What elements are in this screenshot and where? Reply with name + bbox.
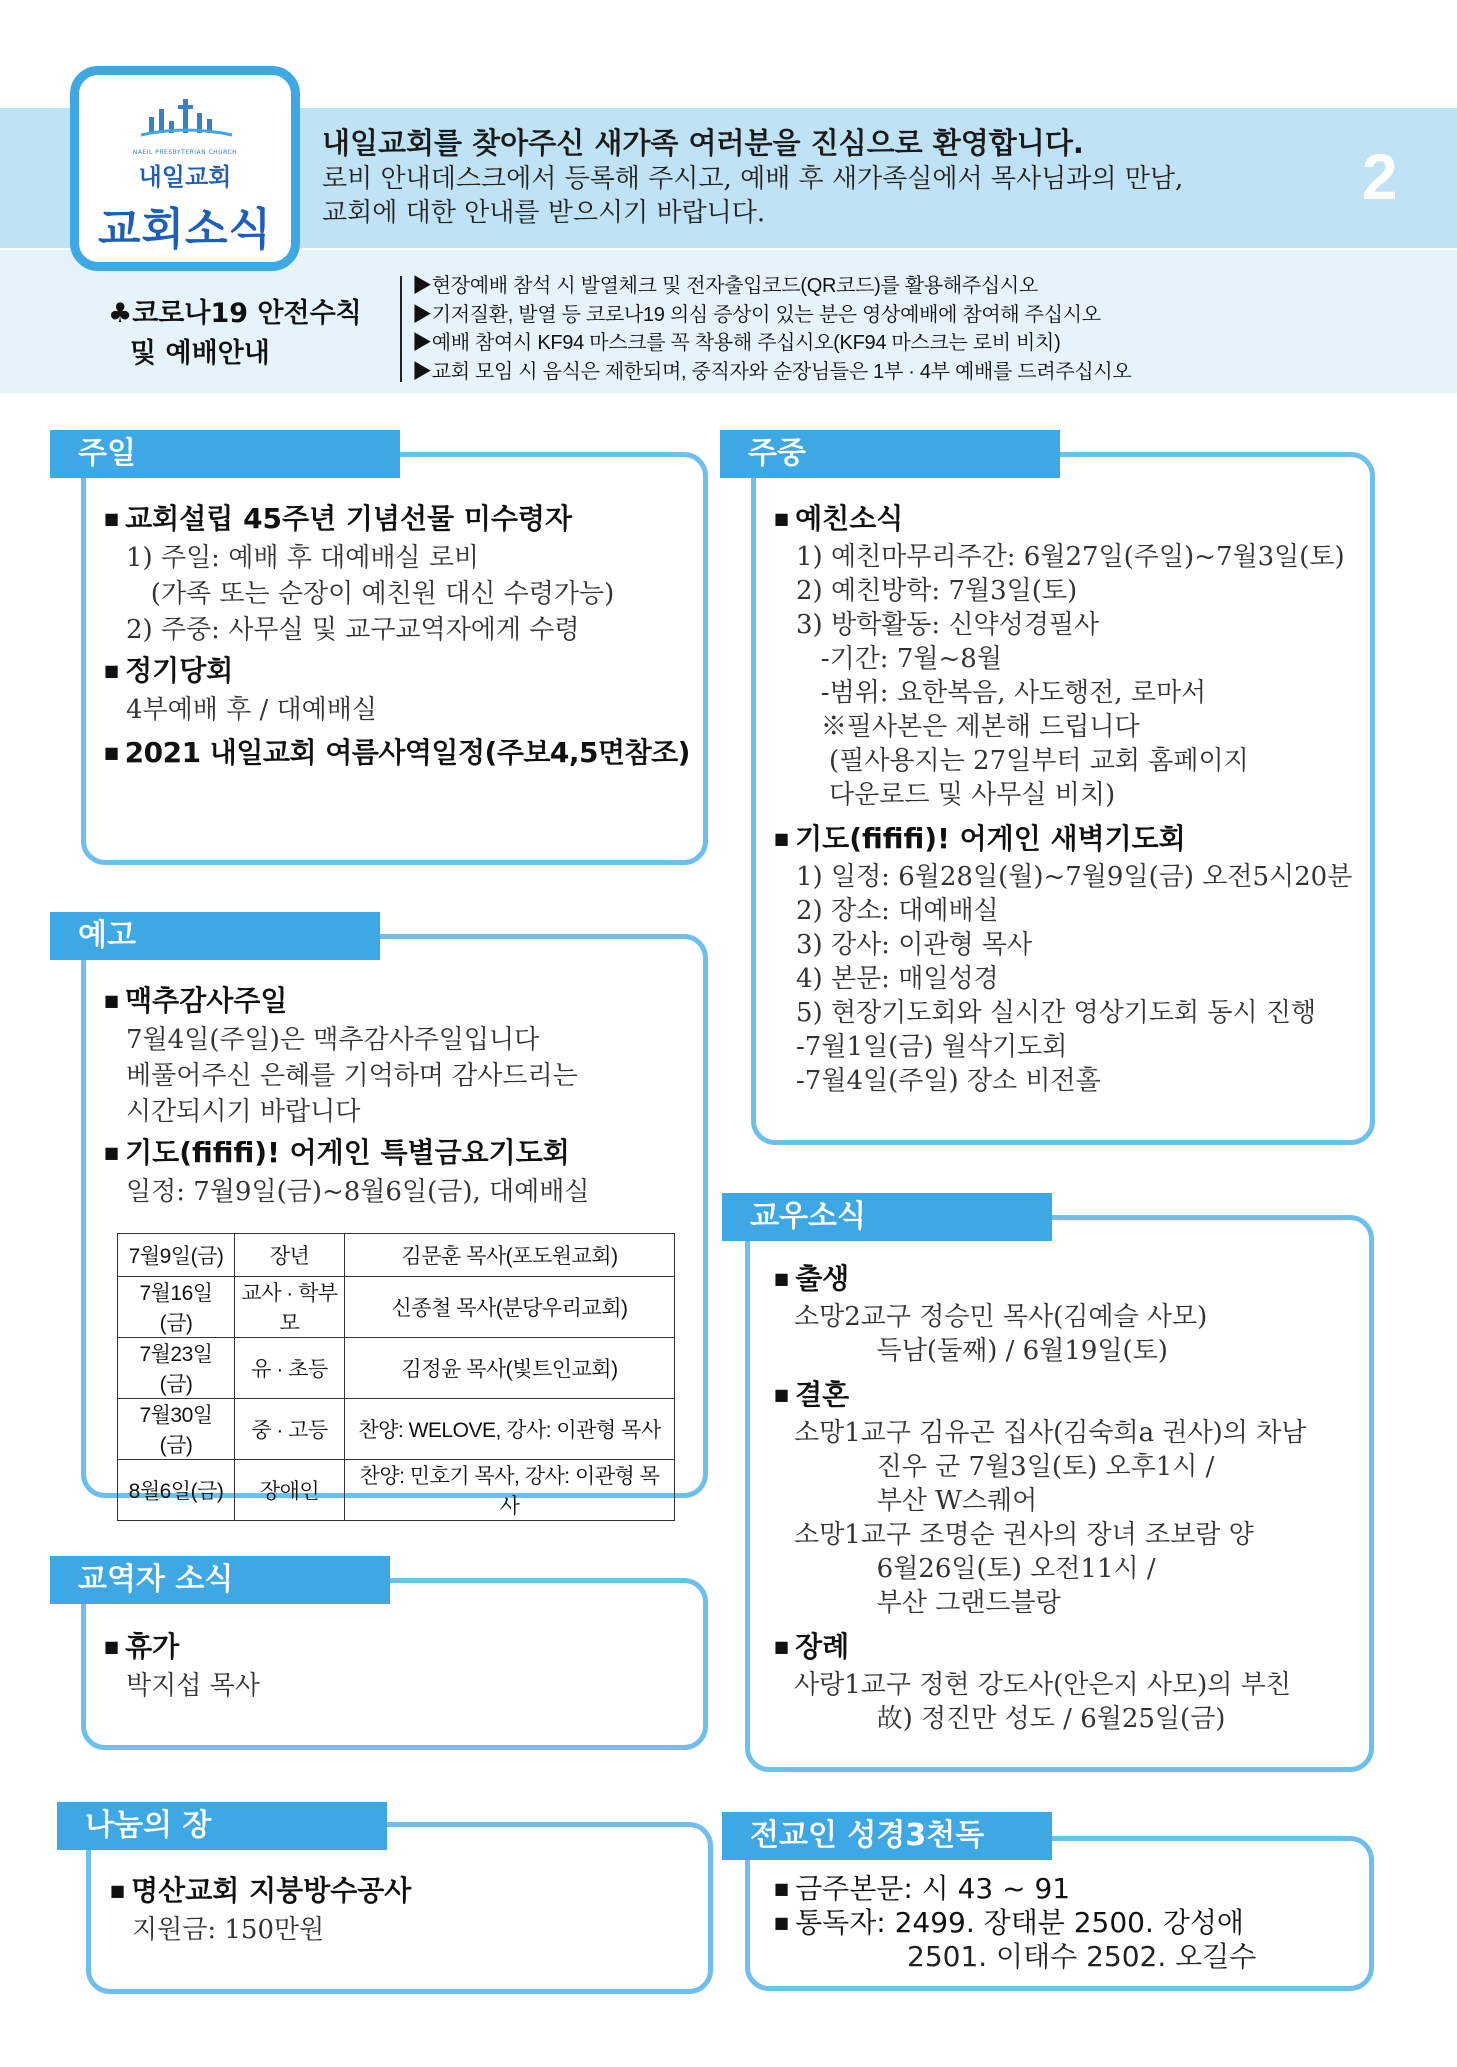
item-text: 3) 강사: 이관형 목사 <box>796 930 1033 960</box>
table-cell: 신종철 목사(분당우리교회) <box>345 1277 675 1338</box>
pastor-news-content <box>104 1626 260 1704</box>
item-heading: ■ 장례 <box>774 1626 1306 1668</box>
list-item: ▶예배 참여시 KF94 마스크를 꼭 착용해 주십시오(KF94 마스크는 로비 비치) <box>412 332 1061 354</box>
item-heading: ■ 통독자: 2499. 장태분 2500. 강성애 <box>774 1906 1256 1940</box>
table-row <box>118 1399 675 1460</box>
item-text: 5) 현장기도회와 실시간 영상기도회 동시 진행 <box>796 998 1317 1028</box>
logo-subtitle: NAEIL PRESBYTERIAN CHURCH <box>132 149 238 156</box>
item-text: (필사용지는 27일부터 교회 홈페이지 <box>796 746 1249 776</box>
item-heading: ■ 명산교회 지붕방수공사 <box>110 1870 411 1912</box>
item-text: 소망1교구 조명순 권사의 장녀 조보람 양 <box>794 1520 1254 1550</box>
item-text: 지원금: 150만원 <box>132 1915 325 1945</box>
section-title: 교회소식 <box>97 204 272 255</box>
item-text: 시간되시기 바랍니다 <box>126 1097 361 1127</box>
sunday-content <box>104 498 690 774</box>
table-cell: 7월16일(금) <box>118 1277 235 1338</box>
covid-title <box>108 294 362 374</box>
item-text: 3) 방학활동: 신약성경필사 <box>796 610 1100 640</box>
table-cell: 찬양: 민호기 목사, 강사: 이관형 목사 <box>345 1460 675 1521</box>
item-text: 1) 주일: 예배 후 대예배실 로비 <box>126 543 480 573</box>
item-text: -기간: 7월~8월 <box>796 644 1002 674</box>
item-text: -7월1일(금) 월삭기도회 <box>796 1032 1068 1062</box>
item-text: 소망1교구 김유곤 집사(김숙희a 권사)의 차남 <box>794 1418 1307 1448</box>
item-heading: ■ 결혼 <box>774 1374 1306 1416</box>
table-cell: 유 · 초등 <box>235 1338 345 1399</box>
tab-sunday: 주일 <box>50 430 400 478</box>
table-cell: 중 · 고등 <box>235 1399 345 1460</box>
covid-title-line: ♣코로나19 안전수칙 <box>108 298 362 329</box>
item-text: 7월4일(주일)은 맥추감사주일입니다 <box>126 1025 540 1055</box>
tab-sharing: 나눔의 장 <box>57 1802 387 1850</box>
sharing-content <box>110 1870 411 1948</box>
tab-members-news: 교우소식 <box>722 1193 1052 1241</box>
list-item: ▶현장예배 참석 시 발열체크 및 전자출입코드(QR코드)를 활용해주십시오 <box>412 275 1038 297</box>
item-heading: ■ 예친소식 <box>774 498 1352 540</box>
item-heading: ■ 기도(ﬁﬁﬁ)! 어게인 새벽기도회 <box>774 818 1352 860</box>
list-item: ▶교회 모임 시 음식은 제한되며, 중직자와 순장님들은 1부 · 4부 예배를 드려주십시오 <box>412 360 1132 383</box>
item-heading: ■ 금주본문: 시 43 ~ 91 <box>774 1872 1256 1906</box>
item-text: 소망2교구 정승민 목사(김예슬 사모) <box>794 1302 1208 1332</box>
item-text: 4부예배 후 / 대예배실 <box>126 695 378 725</box>
item-text: 득남(둘째) / 6월19일(토) <box>794 1336 1168 1366</box>
welcome-message <box>322 124 1183 230</box>
tab-notice: 예고 <box>50 912 380 960</box>
tab-bible-reading: 전교인 성경3천독 <box>722 1812 1052 1860</box>
table-row <box>118 1277 675 1338</box>
table-cell: 교사 · 학부모 <box>235 1277 345 1338</box>
table-row <box>118 1234 675 1277</box>
item-text: -범위: 요한복음, 사도행전, 로마서 <box>796 678 1207 708</box>
item-heading: ■ 2021 내일교회 여름사역일정(주보4,5면참조) <box>104 732 690 774</box>
item-text: 2) 장소: 대예배실 <box>796 896 999 926</box>
item-text: 박지섭 목사 <box>126 1671 260 1701</box>
item-text: 2) 주중: 사무실 및 교구교역자에게 수령 <box>126 615 580 645</box>
item-text: 故) 정진만 성도 / 6월25일(금) <box>794 1704 1226 1734</box>
church-logo-icon <box>139 95 234 141</box>
notice-content <box>104 980 589 1210</box>
item-heading: ■ 휴가 <box>104 1626 260 1668</box>
divider <box>400 276 402 382</box>
item-text: 4) 본문: 매일성경 <box>796 964 999 994</box>
tab-weekday: 주중 <box>720 430 1060 478</box>
item-text: -7월4일(주일) 장소 비전홀 <box>796 1066 1101 1096</box>
item-heading: ■ 정기당회 <box>104 650 690 692</box>
item-text: 1) 예친마무리주간: 6월27일(주일)~7월3일(토) <box>796 542 1345 572</box>
item-text: 2) 예친방학: 7월3일(토) <box>796 576 1078 606</box>
item-text: 사랑1교구 정현 강도사(안은지 사모)의 부친 <box>794 1670 1291 1700</box>
page-number: 2 <box>1362 141 1398 213</box>
table-cell: 7월30일(금) <box>118 1399 235 1460</box>
tab-pastor-news: 교역자 소식 <box>50 1556 390 1604</box>
table-cell: 찬양: WELOVE, 강사: 이관형 목사 <box>345 1399 675 1460</box>
covid-rules-list <box>412 272 1131 386</box>
table-cell: 7월9일(금) <box>118 1234 235 1277</box>
item-text: 6월26일(토) 오전11시 / <box>794 1554 1156 1584</box>
welcome-line: 로비 안내데스크에서 등록해 주시고, 예배 후 새가족실에서 목사님과의 만남, <box>322 164 1184 194</box>
table-cell: 김문훈 목사(포도원교회) <box>345 1234 675 1277</box>
list-item: ▶기저질환, 발열 등 코로나19 의심 증상이 있는 분은 영상예배에 참여해 주십시오 <box>412 303 1101 326</box>
church-logo-box <box>70 66 300 271</box>
item-text: 다운로드 및 사무실 비치) <box>796 780 1116 810</box>
table-cell: 8월6일(금) <box>118 1460 235 1521</box>
item-text: 베풀어주신 은혜를 기억하며 감사드리는 <box>126 1061 578 1091</box>
item-text: 부산 W스퀘어 <box>794 1486 1038 1516</box>
item-text: (가족 또는 순장이 예친원 대신 수령가능) <box>126 579 615 609</box>
item-text: ※필사본은 제본해 드립니다 <box>796 712 1140 742</box>
table-cell: 김정윤 목사(빛트인교회) <box>345 1338 675 1399</box>
item-text: 1) 일정: 6월28일(월)~7월9일(금) 오전5시20분 <box>796 862 1353 892</box>
bible-reading-content <box>774 1872 1256 1974</box>
item-heading: ■ 기도(ﬁﬁﬁ)! 어게인 특별금요기도회 <box>104 1132 589 1174</box>
members-news-content <box>774 1258 1306 1736</box>
logo-church-name: 내일교회 <box>138 163 232 191</box>
item-text: 2501. 이태수 2502. 오길수 <box>907 1940 1257 1973</box>
item-heading: ■ 교회설립 45주년 기념선물 미수령자 <box>104 498 690 540</box>
table-row <box>118 1338 675 1399</box>
table-cell: 장애인 <box>235 1460 345 1521</box>
prayer-schedule-table <box>117 1233 675 1521</box>
table-row <box>118 1460 675 1521</box>
weekday-content <box>774 498 1352 1098</box>
welcome-title: 내일교회를 찾아주신 새가족 여러분을 진심으로 환영합니다. <box>322 126 1084 160</box>
item-text: 일정: 7월9일(금)~8월6일(금), 대예배실 <box>126 1177 590 1207</box>
item-text: 진우 군 7월3일(토) 오후1시 / <box>794 1452 1215 1482</box>
item-heading: ■ 맥추감사주일 <box>104 980 589 1022</box>
table-cell: 장년 <box>235 1234 345 1277</box>
table-cell: 7월23일(금) <box>118 1338 235 1399</box>
welcome-line: 교회에 대한 안내를 받으시기 바랍니다. <box>322 198 766 228</box>
item-text: 부산 그랜드블랑 <box>794 1588 1061 1618</box>
item-heading: ■ 출생 <box>774 1258 1306 1300</box>
covid-title-line: 및 예배안내 <box>130 338 270 369</box>
